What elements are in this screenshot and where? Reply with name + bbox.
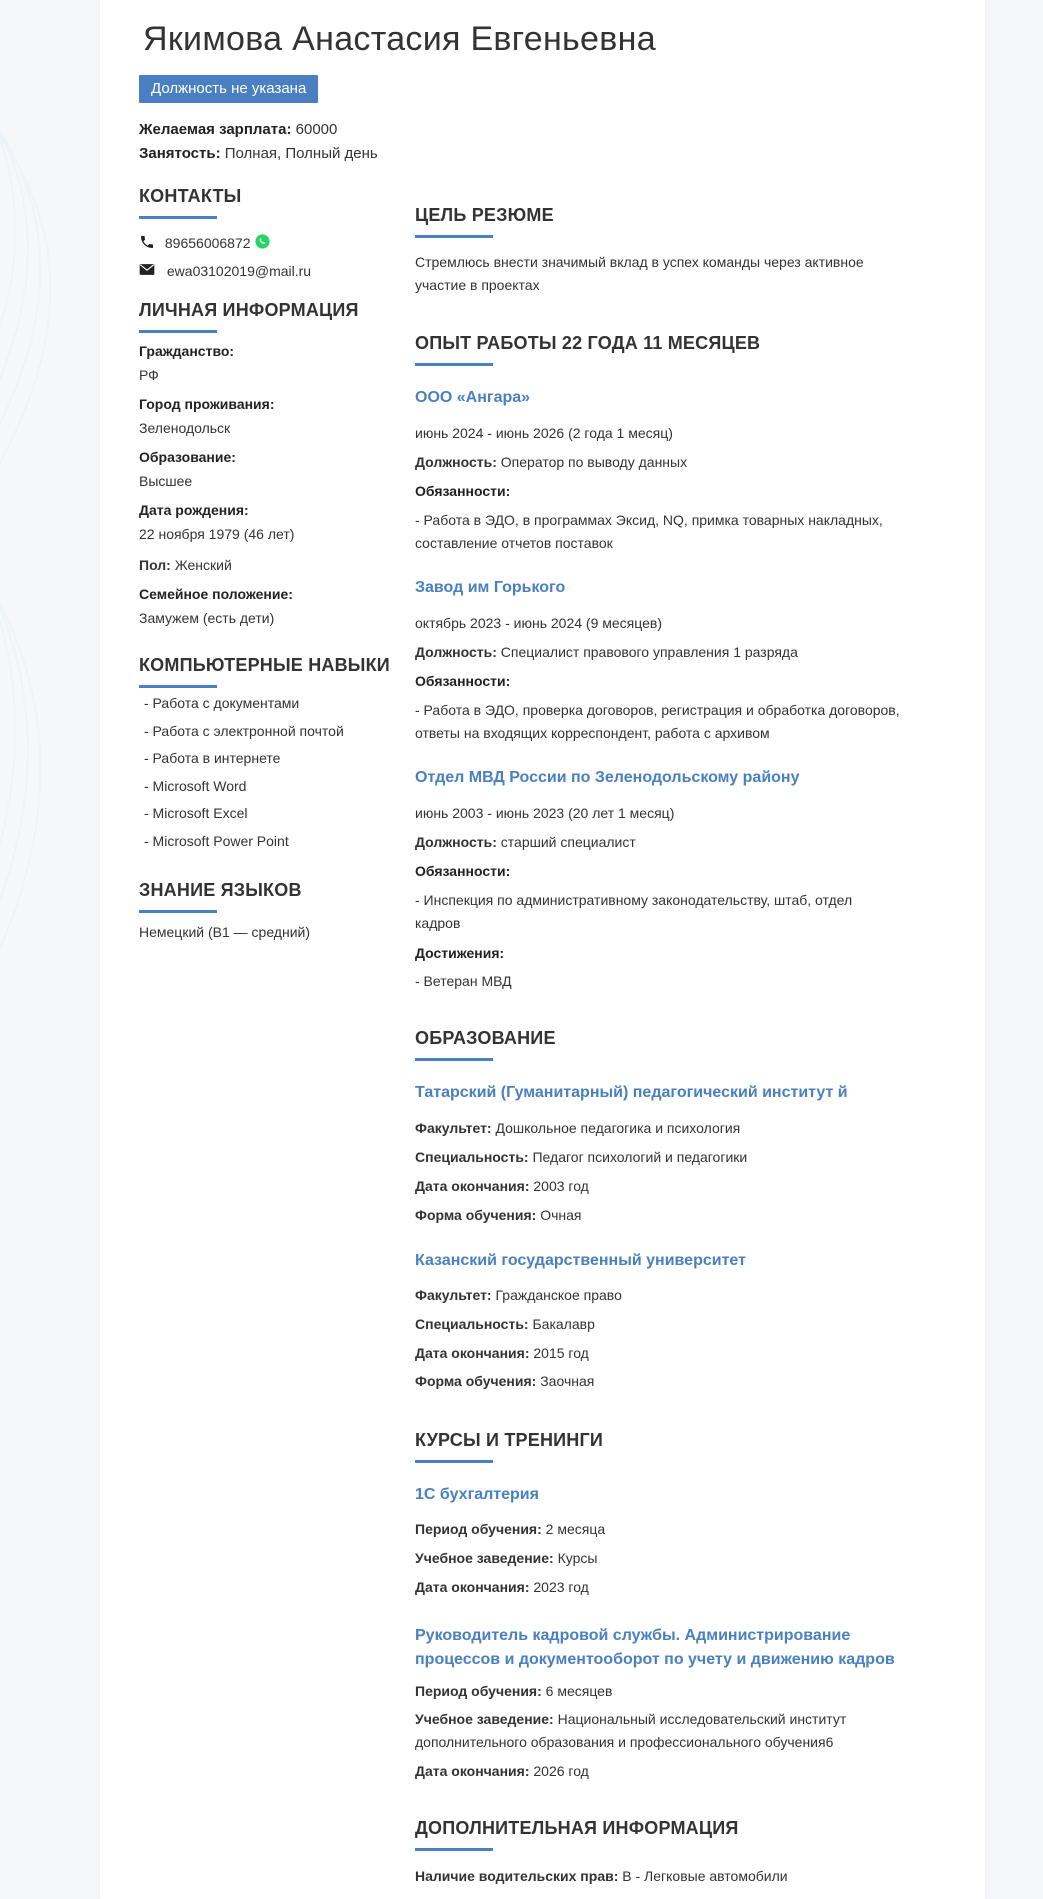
goal-section [415, 205, 554, 238]
edu-row [415, 1345, 589, 1361]
edu-label: Факультет: [415, 1120, 492, 1136]
languages-section [139, 880, 302, 913]
education-level-value: Высшее [139, 473, 193, 489]
employment-row [139, 143, 378, 165]
job-position-row [415, 644, 798, 660]
course-label: Дата окончания: [415, 1763, 530, 1779]
job-duties-line: - Инспекция по административному законодательству, штаб, отдел [415, 892, 853, 908]
job-duties-label: Обязанности: [415, 483, 511, 499]
salary-label: Желаемая зарплата: [139, 121, 292, 138]
edu-row [415, 1207, 582, 1223]
edu-row [415, 1373, 594, 1389]
edu-label: Дата окончания: [415, 1178, 530, 1194]
edu-row [415, 1149, 747, 1165]
goal-title: ЦЕЛЬ РЕЗЮМЕ [415, 205, 554, 225]
job-duties [415, 889, 852, 935]
edu-institution: Татарский (Гуманитарный) педагогический институт й [415, 1084, 848, 1101]
job-company: Завод им Горького [415, 579, 566, 596]
additional-section [415, 1818, 738, 1851]
contacts-rule [139, 216, 217, 219]
job-duties-line: ответы на входящих корреспондент, работа с архивом [415, 725, 770, 741]
city-label: Город проживания: [139, 396, 275, 412]
course-label: Учебное заведение: [415, 1550, 554, 1566]
salary-value: 60000 [295, 121, 338, 138]
course-label: Учебное заведение: [415, 1711, 554, 1727]
marital-value: Замужем (есть дети) [139, 610, 275, 626]
skill-item: - Работа с электронной почтой [144, 722, 344, 739]
course-row [415, 1763, 589, 1779]
gender-value: Женский [174, 557, 232, 573]
edu-label: Форма обучения: [415, 1207, 537, 1223]
course-row [415, 1708, 846, 1754]
job-duties-line: кадров [415, 915, 461, 931]
languages-rule [139, 910, 217, 913]
job-position-label: Должность: [415, 454, 497, 470]
goal-line: участие в проектах [415, 277, 540, 293]
city-value: Зеленодольск [139, 420, 231, 436]
job-achievements: - Ветеран МВД [415, 973, 512, 989]
license-label: Наличие водительских прав: [415, 1868, 619, 1884]
job-position: Специалист правового управления 1 разряда [500, 644, 798, 660]
job-position-label: Должность: [415, 644, 497, 660]
experience-section [415, 333, 760, 366]
language-value: Немецкий (B1 — средний) [139, 924, 311, 940]
resume-page [100, 0, 985, 1899]
contacts-title: КОНТАКТЫ [139, 186, 242, 206]
job-position-label: Должность: [415, 834, 497, 850]
education-rule [415, 1058, 493, 1061]
job-duties-line: - Работа в ЭДО, проверка договоров, регистрация и обработка договоров, [415, 702, 900, 718]
education-title: ОБРАЗОВАНИЕ [415, 1028, 556, 1048]
job-position: Оператор по выводу данных [500, 454, 688, 470]
edu-value: 2015 год [533, 1345, 589, 1361]
job-duties-label: Обязанности: [415, 863, 511, 879]
personal-title: ЛИЧНАЯ ИНФОРМАЦИЯ [139, 300, 359, 320]
edu-institution: Казанский государственный университет [415, 1252, 746, 1269]
skills-title: КОМПЬЮТЕРНЫЕ НАВЫКИ [139, 655, 390, 675]
citizenship-label: Гражданство: [139, 343, 235, 359]
edu-row [415, 1316, 595, 1332]
job-duties-line: - Работа в ЭДО, в программах Эксид, NQ, примка товарных накладных, [415, 512, 883, 528]
phone-icon [139, 234, 155, 253]
experience-title: ОПЫТ РАБОТЫ 22 ГОДА 11 МЕСЯЦЕВ [415, 333, 761, 353]
course-value: Национальный исследовательский институт [557, 1711, 847, 1727]
birth-value: 22 ноября 1979 (46 лет) [139, 526, 295, 542]
edu-row [415, 1120, 740, 1136]
edu-row [415, 1178, 589, 1194]
edu-label: Факультет: [415, 1287, 492, 1303]
employment-label: Занятость: [139, 145, 221, 162]
edu-label: Специальность: [415, 1149, 529, 1165]
course-label: Период обучения: [415, 1521, 542, 1537]
skill-item: - Microsoft Excel [144, 805, 248, 822]
job-period: июнь 2024 - июнь 2026 (2 года 1 месяц) [415, 425, 673, 441]
courses-rule [415, 1460, 493, 1463]
envelope-icon [139, 263, 155, 279]
goal-rule [415, 235, 493, 238]
decorative-lines [0, 0, 100, 1100]
phone-number[interactable]: 89656006872 [164, 235, 251, 251]
edu-value: Заочная [540, 1373, 595, 1389]
course-value: 2023 год [533, 1579, 589, 1595]
personal-rule [139, 330, 217, 333]
course-value: Курсы [557, 1550, 598, 1566]
course-name-line: Руководитель кадровой службы. Администрирование [415, 1627, 851, 1644]
course-value: 2026 год [533, 1763, 589, 1779]
edu-label: Дата окончания: [415, 1345, 530, 1361]
job-company: ООО «Ангара» [415, 389, 531, 406]
employment-value: Полная, Полный день [224, 145, 378, 162]
decorative-background [0, 0, 100, 1100]
course-value: 2 месяца [545, 1521, 606, 1537]
edu-value: Бакалавр [532, 1316, 595, 1332]
marital-label: Семейное положение: [139, 586, 293, 602]
gender-label: Пол: [139, 557, 171, 573]
edu-value: Гражданское право [495, 1287, 622, 1303]
course-row [415, 1550, 597, 1566]
job-company: Отдел МВД России по Зеленодольскому району [415, 769, 800, 786]
skill-item: - Microsoft Power Point [144, 832, 289, 849]
course-value-line: дополнительного образования и профессионального обучения6 [415, 1734, 834, 1750]
personal-section [139, 300, 359, 333]
citizenship-value: РФ [139, 367, 159, 383]
job-duties [415, 699, 900, 745]
course-label: Дата окончания: [415, 1579, 530, 1595]
course-value: 6 месяцев [545, 1683, 613, 1699]
goal-text [415, 251, 864, 297]
position-badge: Должность не указана [139, 75, 318, 103]
course-name [415, 1624, 895, 1672]
education-level-label: Образование: [139, 449, 236, 465]
license-row [415, 1868, 788, 1884]
course-label: Период обучения: [415, 1683, 542, 1699]
job-duties-line: составление отчетов поставок [415, 535, 613, 551]
edu-value: 2003 год [533, 1178, 589, 1194]
job-period: октябрь 2023 - июнь 2024 (9 месяцев) [415, 615, 662, 631]
edu-value: Очная [540, 1207, 582, 1223]
edu-value: Дошкольное педагогика и психология [495, 1120, 741, 1136]
skill-item: - Работа с документами [144, 695, 300, 711]
courses-title: КУРСЫ И ТРЕНИНГИ [415, 1430, 604, 1450]
course-row [415, 1579, 589, 1595]
additional-rule [415, 1848, 493, 1851]
candidate-name: Якимова Анастасия Евгеньевна [143, 20, 656, 58]
email-row[interactable] [139, 262, 311, 279]
skills-rule [139, 685, 217, 688]
languages-title: ЗНАНИЕ ЯЗЫКОВ [139, 880, 302, 900]
course-name-line: процессов и документооборот по учету и движению кадров [415, 1651, 895, 1668]
course-name: 1С бухгалтерия [415, 1486, 539, 1503]
skill-item: - Работа в интернете [144, 750, 281, 767]
skills-section [139, 655, 390, 688]
edu-value: Педагог психологий и педагогики [532, 1149, 748, 1165]
edu-row [415, 1287, 622, 1303]
job-achievements-label: Достижения: [415, 945, 505, 961]
experience-rule [415, 363, 493, 366]
birth-label: Дата рождения: [139, 502, 249, 518]
job-period: июнь 2003 - июнь 2023 (20 лет 1 месяц) [415, 805, 675, 821]
course-row [415, 1521, 605, 1537]
edu-label: Специальность: [415, 1316, 529, 1332]
job-position-row [415, 834, 636, 850]
salary-row [139, 119, 337, 141]
education-section [415, 1028, 556, 1061]
edu-label: Форма обучения: [415, 1373, 537, 1389]
job-duties-label: Обязанности: [415, 673, 511, 689]
contacts-section [139, 186, 242, 219]
whatsapp-icon[interactable] [254, 233, 271, 253]
phone-row[interactable] [139, 233, 271, 253]
skill-item: - Microsoft Word [144, 777, 247, 794]
course-row [415, 1683, 612, 1699]
license-value: B - Легковые автомобили [622, 1868, 788, 1884]
job-position: старший специалист [500, 834, 636, 850]
goal-line: Стремлюсь внести значимый вклад в успех команды через активное [415, 254, 864, 270]
skills-list [144, 690, 344, 856]
additional-title: ДОПОЛНИТЕЛЬНАЯ ИНФОРМАЦИЯ [415, 1818, 739, 1838]
job-duties [415, 509, 883, 555]
job-position-row [415, 454, 687, 470]
gender-row [139, 557, 232, 573]
email-address[interactable]: ewa03102019@mail.ru [166, 263, 312, 280]
courses-section [415, 1430, 603, 1463]
